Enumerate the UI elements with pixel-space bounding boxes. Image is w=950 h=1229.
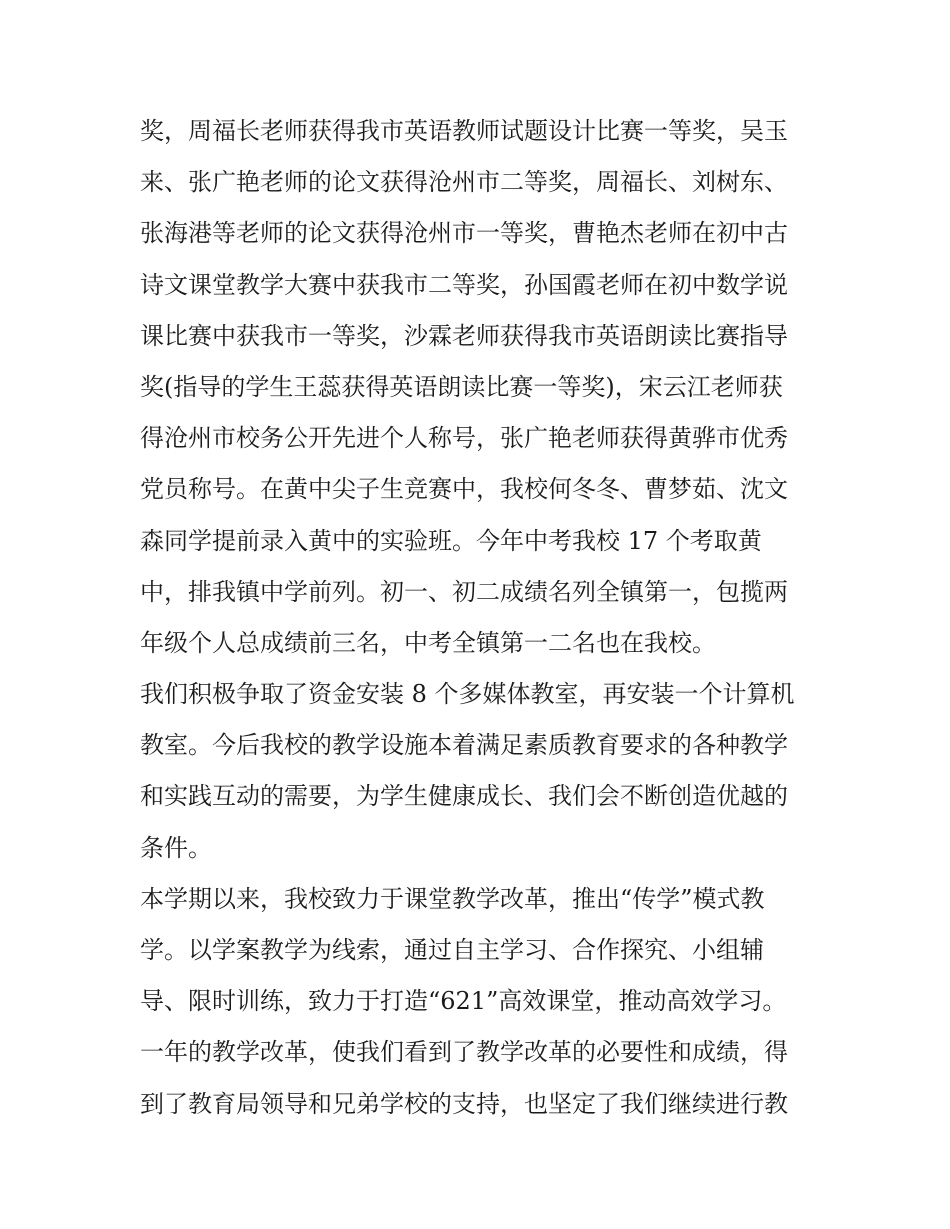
text-line-15: 条件。: [140, 833, 212, 862]
text-line-5: 课比赛中获我市一等奖，沙霖老师获得我市英语朗读比赛指导: [140, 321, 788, 350]
text-line-16: 本学期以来，我校致力于课堂教学改革，推出“传学”模式教: [140, 884, 765, 913]
text-line-18: 导、限时训练，致力于打造“621”高效课堂，推动高效学习。: [140, 987, 787, 1016]
text-line-3: 张海港等老师的论文获得沧州市一等奖，曹艳杰老师在初中古: [140, 219, 788, 248]
text-line-8: 党员称号。在黄中尖子生竞赛中，我校何冬冬、曹梦茹、沈文: [140, 475, 788, 504]
body-text: [140, 106, 820, 1130]
text-line-9: 森同学提前录入黄中的实验班。今年中考我校 17 个考取黄: [140, 526, 762, 555]
text-line-10: 中，排我镇中学前列。初一、初二成绩名列全镇第一，包揽两: [140, 577, 788, 606]
text-line-6: 奖(指导的学生王蕊获得英语朗读比赛一等奖)，宋云江老师获: [140, 372, 783, 401]
text-line-4: 诗文课堂教学大赛中获我市二等奖，孙国霞老师在初中数学说: [140, 270, 788, 299]
text-line-2: 来、张广艳老师的论文获得沧州市二等奖，周福长、刘树东、: [140, 168, 788, 197]
text-line-11: 年级个人总成绩前三名，中考全镇第一二名也在我校。: [140, 628, 716, 657]
text-line-13: 教室。今后我校的教学设施本着满足素质教育要求的各种教学: [140, 731, 788, 760]
text-line-14: 和实践互动的需要，为学生健康成长、我们会不断创造优越的: [140, 782, 788, 811]
text-line-20: 到了教育局领导和兄弟学校的支持，也坚定了我们继续进行教: [140, 1089, 788, 1118]
text-line-12: 我们积极争取了资金安装 8 个多媒体教室，再安装一个计算机: [140, 680, 795, 709]
text-line-19: 一年的教学改革，使我们看到了教学改革的必要性和成绩，得: [140, 1038, 788, 1067]
text-line-1: 奖，周福长老师获得我市英语教师试题设计比赛一等奖，吴玉: [140, 117, 788, 145]
text-line-17: 学。以学案教学为线索，通过自主学习、合作探究、小组辅: [140, 936, 764, 964]
text-line-7: 得沧州市校务公开先进个人称号，张广艳老师获得黄骅市优秀: [140, 424, 788, 453]
